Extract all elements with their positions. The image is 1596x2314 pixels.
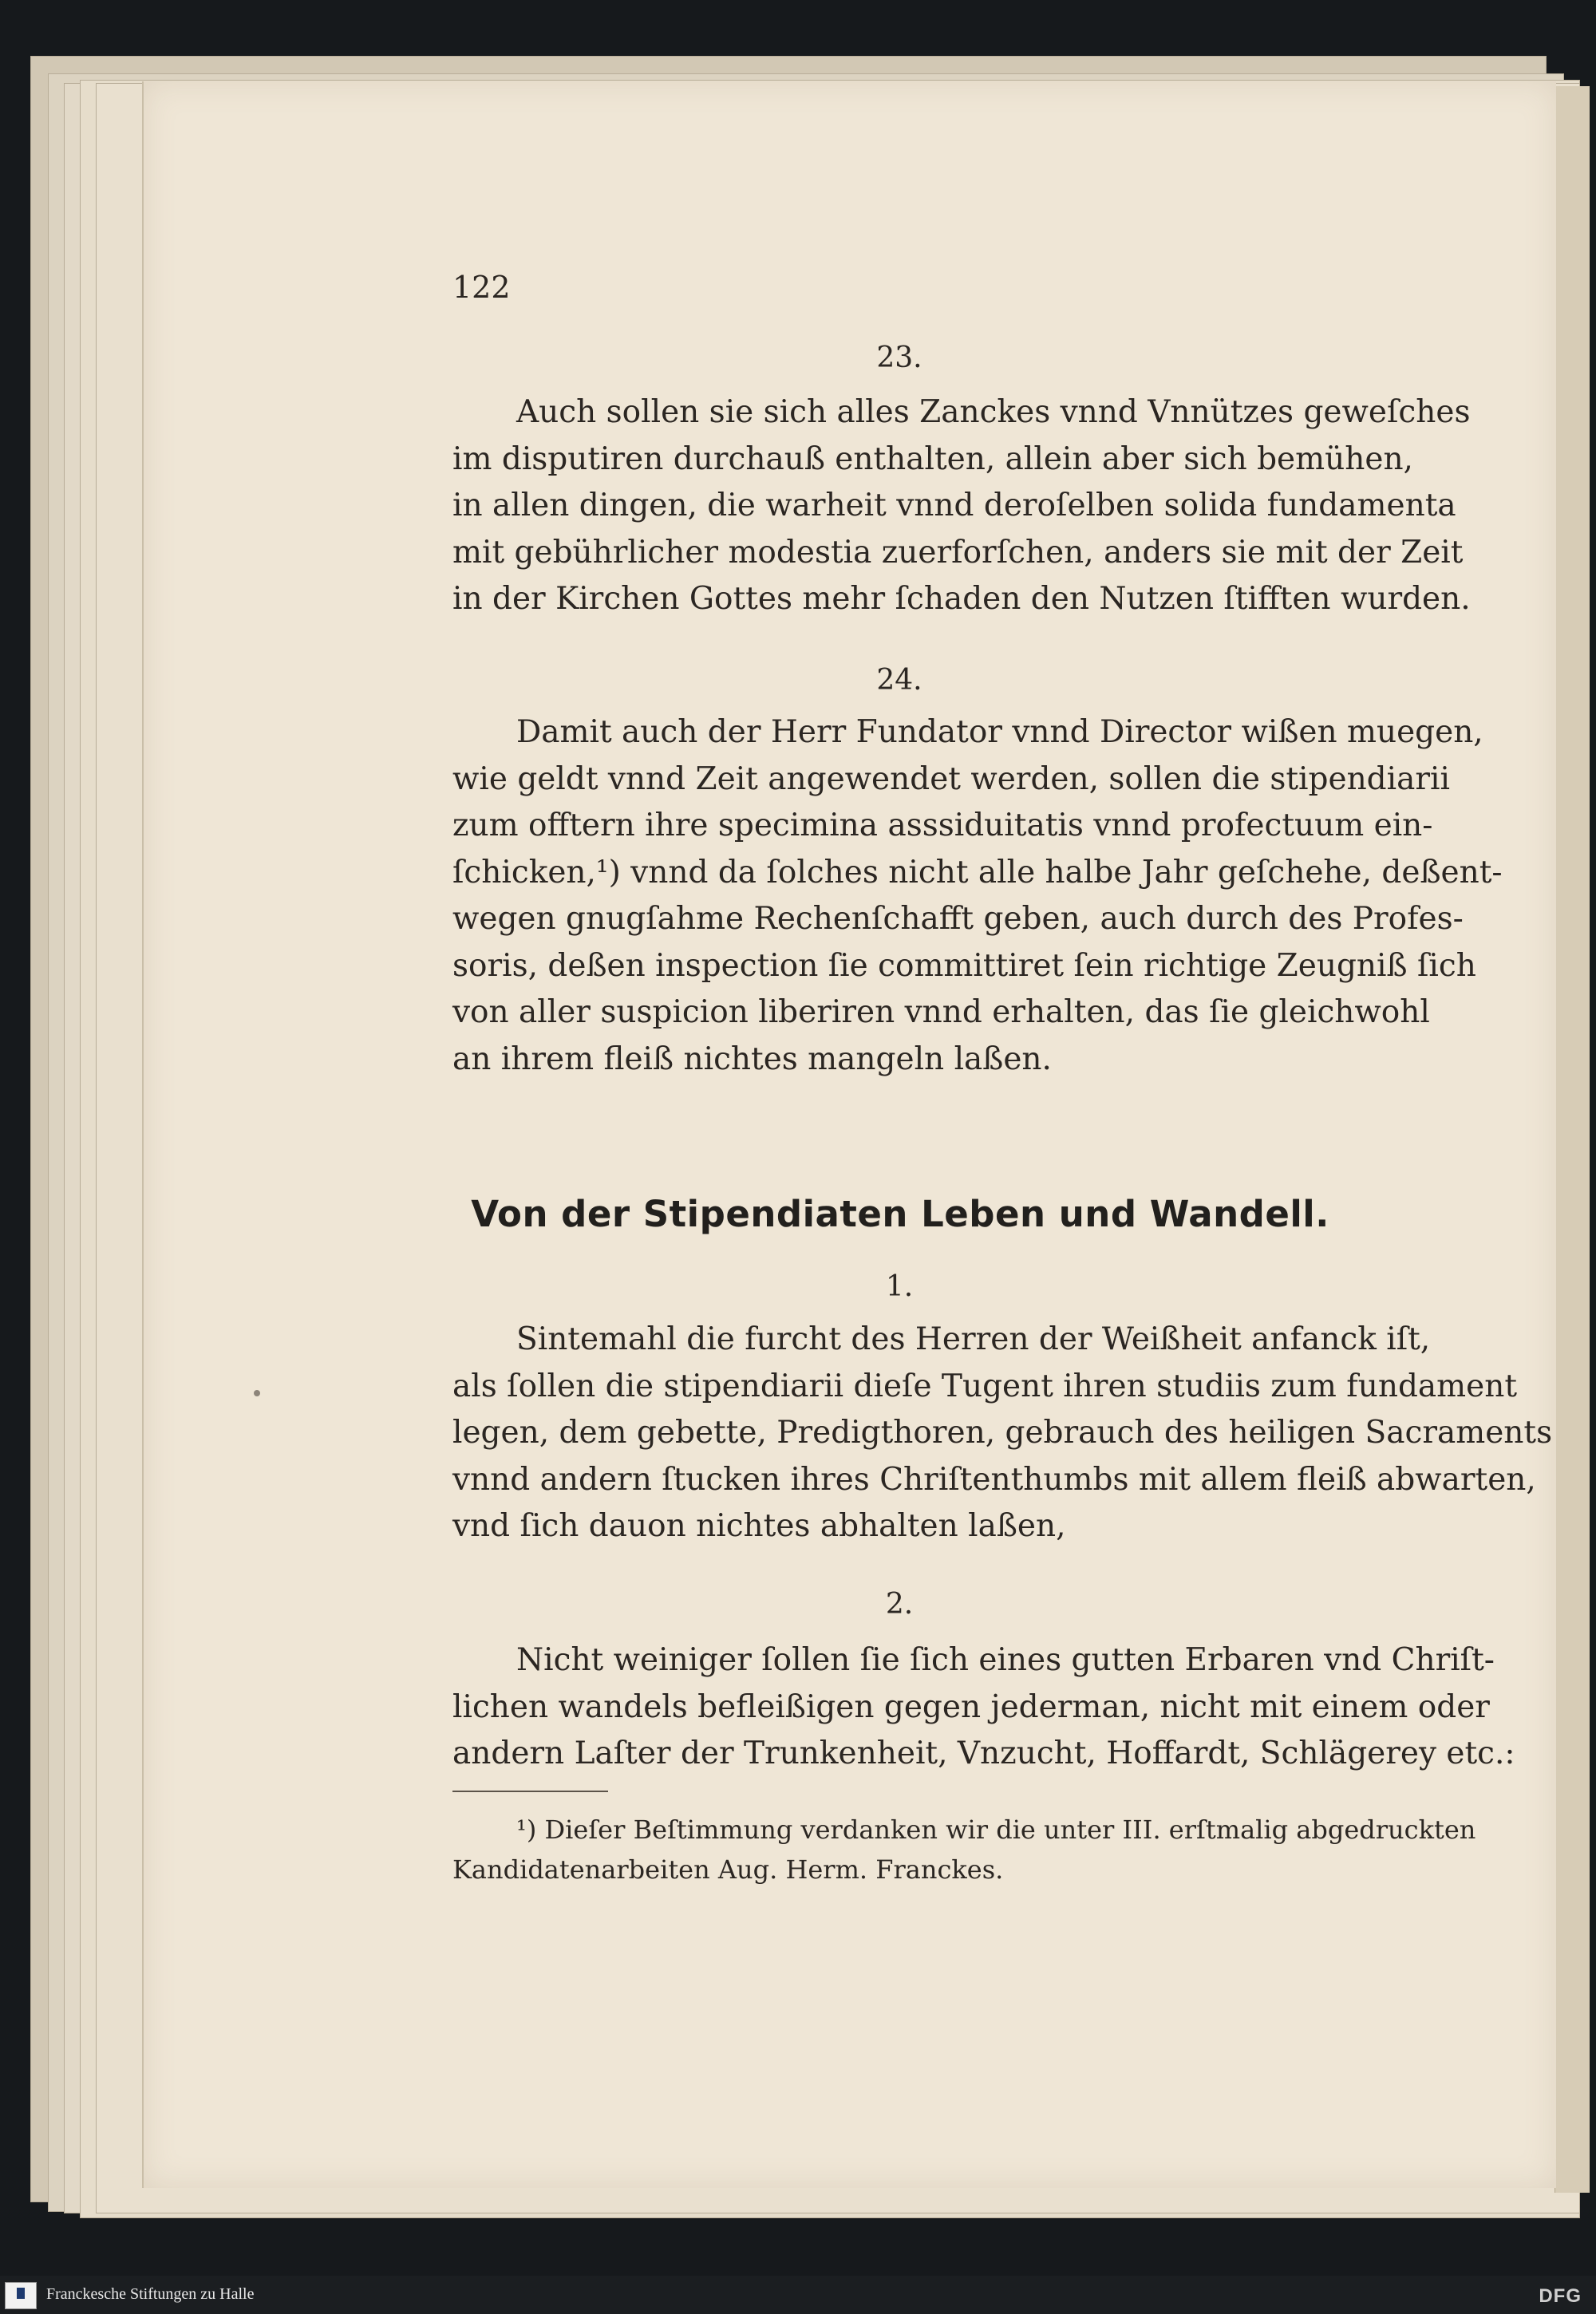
- text-line: mit gebührlicher modestia zuerforſchen, anders sie mit der Zeit: [452, 534, 1464, 571]
- text-line: wegen gnugſahme Rechenſchafft geben, auch durch des Profes-: [452, 901, 1464, 937]
- text-line: andern Laſter der Trunkenheit, Vnzucht, Hoffardt, Schlägerey etc.:: [452, 1736, 1515, 1771]
- facing-page-edge: [1555, 86, 1590, 2193]
- subsection-1-paragraph: [452, 1317, 1553, 1550]
- chapter-heading: Von der Stipendiaten Leben und Wandell.: [471, 1193, 1329, 1235]
- text-line: von aller suspicion liberiren vnnd erhalten, das ſie gleichwohl: [452, 994, 1430, 1030]
- text-line: wie geldt vnnd Zeit angewendet werden, sollen die stipendiarii: [452, 760, 1450, 797]
- section-23-paragraph: [452, 389, 1471, 623]
- text-line: Sintemahl die furcht des Herren der Weißheit anfanck iſt,: [516, 1321, 1431, 1357]
- text-line: als ſollen die stipendiarii dieſe Tugent ihren studiis zum fundament: [452, 1368, 1518, 1404]
- subsection-number-1: 1.: [885, 1270, 914, 1303]
- dfg-logo[interactable]: DFG: [1539, 2285, 1582, 2307]
- page-number: 122: [452, 270, 511, 305]
- footnote-line: ¹) Dieſer Beſtimmung verdanken wir die unter III. erſtmalig abgedruckten: [516, 1814, 1476, 1845]
- footnote-rule: [452, 1791, 608, 1792]
- subsection-2-paragraph: [452, 1637, 1515, 1778]
- text-line: vnd ſich dauon nichtes abhalten laßen,: [452, 1508, 1066, 1544]
- paper-speck: [254, 1390, 260, 1396]
- text-line: im disputiren durchauß enthalten, allein aber sich bemühen,: [452, 440, 1413, 477]
- section-24-paragraph: [452, 709, 1503, 1083]
- text-line: zum offtern ihre specimina asssiduitatis vnnd profectuum ein-: [452, 808, 1433, 843]
- institution-logo-icon[interactable]: [5, 2282, 37, 2309]
- viewer-footer-bar: [0, 2276, 1596, 2314]
- text-line: legen, dem gebette, Predigthoren, gebrauch des heiligen Sacraments: [452, 1415, 1553, 1451]
- text-line: lichen wandels befleißigen gegen jederman, nicht mit einem oder: [452, 1688, 1490, 1725]
- text-line: an ihrem fleiß nichtes mangeln laßen.: [452, 1041, 1052, 1077]
- text-line: Damit auch der Herr Fundator vnnd Director wißen muegen,: [516, 714, 1483, 750]
- text-line: Nicht weiniger ſollen ſie ſich eines gutten Erbaren vnd Chriſt-: [516, 1642, 1495, 1678]
- institution-name[interactable]: Franckesche Stiftungen zu Halle: [46, 2285, 255, 2303]
- section-number-24: 24.: [876, 664, 922, 697]
- text-line: in allen dingen, die warheit vnnd deroſelben solida fundamenta: [452, 488, 1456, 523]
- section-number-23: 23.: [876, 342, 922, 374]
- text-line: in der Kirchen Gottes mehr ſchaden den Nutzen ſtifften wurden.: [452, 581, 1471, 617]
- subsection-number-2: 2.: [885, 1588, 914, 1621]
- text-line: ſchicken,¹) vnnd da ſolches nicht alle halbe Jahr geſchehe, deßent-: [452, 854, 1503, 890]
- text-line: soris, deßen inspection ſie committiret ſein richtige Zeugniß ſich: [452, 947, 1476, 984]
- text-line: vnnd andern ſtucken ihres Chriſtenthumbs mit allem fleiß abwarten,: [452, 1461, 1536, 1498]
- footnote: [452, 1810, 1476, 1890]
- text-line: Auch sollen sie sich alles Zanckes vnnd Vnnützes geweſches: [516, 394, 1471, 430]
- footnote-line: Kandidatenarbeiten Aug. Herm. Franckes.: [452, 1854, 1004, 1885]
